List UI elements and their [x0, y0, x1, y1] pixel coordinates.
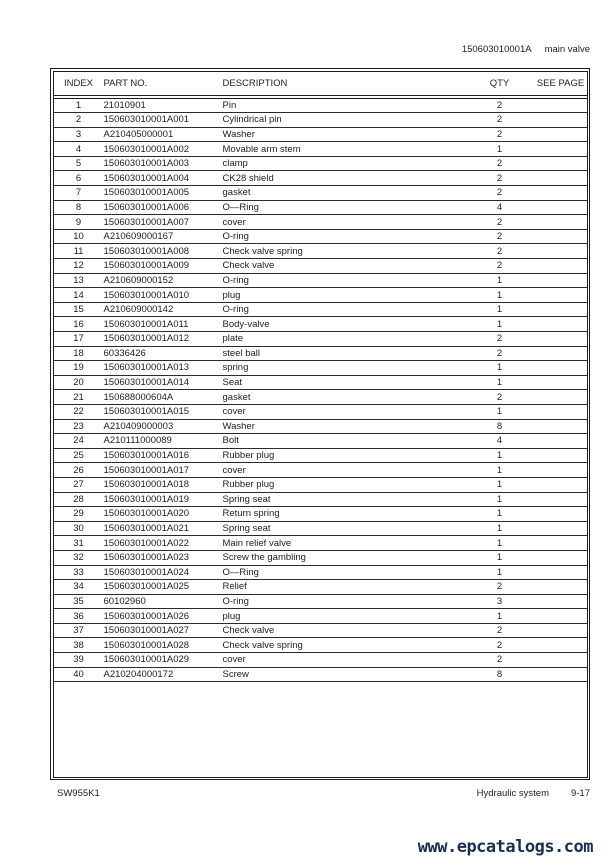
cell-part-no: 150603010001A024 [103, 566, 190, 578]
cell-part-no: 150603010001A022 [103, 537, 190, 549]
cell-part-no: 150603010001A018 [103, 479, 190, 491]
cell-part-no: A210405000001 [103, 128, 174, 140]
table-row [54, 113, 587, 128]
cell-index: 35 [73, 595, 84, 607]
table-row [54, 405, 587, 420]
cell-part-no: 150603010001A010 [103, 289, 190, 301]
footer-model: SW955K1 [57, 788, 100, 799]
cell-part-no: 150603010001A004 [103, 172, 190, 184]
cell-qty: 2 [496, 391, 503, 403]
parts-table [50, 68, 590, 780]
cell-qty: 2 [496, 158, 503, 170]
cell-index: 22 [73, 406, 84, 418]
cell-description: plate [222, 333, 244, 345]
cell-description: Spring seat [222, 523, 271, 535]
table-row [54, 653, 587, 668]
table-row [54, 186, 587, 201]
cell-description: Pin [222, 99, 237, 111]
cell-description: Rubber plug [222, 450, 275, 462]
cell-qty: 1 [496, 523, 503, 535]
cell-index: 40 [73, 668, 84, 680]
cell-part-no: 150603010001A016 [103, 450, 190, 462]
table-row [54, 638, 587, 653]
cell-qty: 1 [496, 406, 503, 418]
table-row [54, 493, 587, 508]
cell-qty: 2 [496, 625, 503, 637]
epcatalogs-watermark: www.epcatalogs.com [417, 837, 593, 857]
doc-code: 150603010001A [461, 44, 532, 55]
cell-index: 25 [73, 450, 84, 462]
cell-description: Seat [222, 377, 243, 389]
cell-qty: 1 [496, 552, 503, 564]
table-row [54, 244, 587, 259]
cell-qty: 1 [496, 537, 503, 549]
cell-qty: 1 [496, 304, 503, 316]
cell-index: 32 [73, 552, 84, 564]
cell-part-no: A210609000167 [103, 231, 174, 243]
cell-qty: 2 [496, 245, 503, 257]
cell-part-no: 150603010001A029 [103, 654, 190, 666]
cell-qty: 1 [496, 289, 503, 301]
cell-description: O-ring [222, 231, 249, 243]
cell-description: Relief [222, 581, 247, 593]
cell-description: O—Ring [222, 566, 259, 578]
table-row [54, 624, 587, 639]
cell-part-no: A210111000089 [103, 435, 172, 447]
table-row [54, 201, 587, 216]
cell-index: 18 [73, 347, 84, 359]
table-row [54, 259, 587, 274]
cell-qty: 1 [496, 464, 503, 476]
column-header-see-page: SEE PAGE [536, 77, 585, 89]
cell-qty: 1 [496, 479, 503, 491]
table-row [54, 99, 587, 114]
cell-description: gasket [222, 391, 251, 403]
cell-description: clamp [222, 158, 248, 170]
cell-qty: 2 [496, 216, 503, 228]
column-header-index: INDEX [63, 77, 94, 89]
cell-part-no: 150603010001A026 [103, 610, 190, 622]
cell-index: 4 [75, 143, 82, 155]
footer-right [477, 788, 590, 799]
cell-qty: 1 [496, 566, 503, 578]
cell-index: 23 [73, 420, 84, 432]
cell-part-no: 150603010001A028 [103, 639, 190, 651]
cell-qty: 4 [496, 435, 503, 447]
cell-description: cover [222, 464, 246, 476]
cell-description: Cylindrical pin [222, 114, 282, 126]
table-row [54, 668, 587, 683]
cell-qty: 1 [496, 450, 503, 462]
cell-qty: 8 [496, 420, 503, 432]
cell-part-no: 21010901 [103, 99, 146, 111]
cell-description: cover [222, 654, 246, 666]
cell-index: 39 [73, 654, 84, 666]
cell-qty: 1 [496, 508, 503, 520]
table-row [54, 171, 587, 186]
cell-part-no: 150603010001A011 [103, 318, 189, 330]
cell-description: Movable arm stem [222, 143, 301, 155]
cell-qty: 2 [496, 639, 503, 651]
cell-index: 13 [73, 274, 84, 286]
table-row [54, 376, 587, 391]
parts-table-inner [53, 71, 588, 778]
cell-description: Rubber plug [222, 479, 275, 491]
table-row [54, 536, 587, 551]
cell-qty: 1 [496, 274, 503, 286]
cell-description: Screw the gambling [222, 552, 306, 564]
cell-qty: 2 [496, 99, 503, 111]
cell-description: Screw [222, 668, 249, 680]
table-row [54, 507, 587, 522]
cell-part-no: A210409000003 [103, 420, 174, 432]
table-row [54, 332, 587, 347]
doc-header [50, 44, 590, 55]
cell-index: 27 [73, 479, 84, 491]
cell-index: 33 [73, 566, 84, 578]
cell-qty: 2 [496, 172, 503, 184]
table-row [54, 449, 587, 464]
table-row [54, 303, 587, 318]
cell-index: 17 [73, 333, 84, 345]
cell-description: Main relief valve [222, 537, 292, 549]
cell-description: Check valve spring [222, 245, 303, 257]
cell-qty: 1 [496, 362, 503, 374]
cell-part-no: 150603010001A013 [103, 362, 190, 374]
cell-part-no: 150688000604A [103, 391, 174, 403]
cell-description: plug [222, 289, 241, 301]
cell-qty: 2 [496, 260, 503, 272]
table-row [54, 215, 587, 230]
cell-index: 9 [75, 216, 82, 228]
table-row [54, 566, 587, 581]
cell-qty: 2 [496, 347, 503, 359]
cell-index: 5 [75, 158, 82, 170]
cell-part-no: 150603010001A003 [103, 158, 190, 170]
cell-description: steel ball [222, 347, 260, 359]
table-row [54, 609, 587, 624]
cell-description: O-ring [222, 274, 249, 286]
table-row [54, 230, 587, 245]
cell-part-no: 60102960 [103, 595, 146, 607]
cell-part-no: 150603010001A009 [103, 260, 190, 272]
cell-part-no: A210204000172 [103, 668, 174, 680]
cell-index: 1 [75, 99, 82, 111]
table-row [54, 463, 587, 478]
cell-description: Washer [222, 128, 255, 140]
cell-index: 34 [73, 581, 84, 593]
cell-qty: 1 [496, 143, 503, 155]
cell-part-no: 150603010001A025 [103, 581, 190, 593]
cell-description: Washer [222, 420, 255, 432]
table-row [54, 274, 587, 289]
cell-description: O-ring [222, 595, 249, 607]
cell-index: 28 [73, 493, 84, 505]
table-body [54, 99, 587, 683]
cell-index: 37 [73, 625, 84, 637]
page-footer [50, 788, 590, 799]
table-row [54, 128, 587, 143]
table-row [54, 420, 587, 435]
cell-index: 19 [73, 362, 84, 374]
cell-description: Check valve spring [222, 639, 303, 651]
cell-part-no: 150603010001A007 [103, 216, 190, 228]
table-row [54, 478, 587, 493]
cell-qty: 2 [496, 114, 503, 126]
cell-part-no: 150603010001A015 [103, 406, 190, 418]
cell-index: 31 [73, 537, 84, 549]
cell-description: Return spring [222, 508, 280, 520]
cell-description: cover [222, 216, 246, 228]
table-row [54, 522, 587, 537]
cell-description: Bolt [222, 435, 239, 447]
table-row [54, 157, 587, 172]
cell-index: 7 [75, 187, 82, 199]
table-row [54, 347, 587, 362]
cell-index: 14 [73, 289, 84, 301]
cell-description: cover [222, 406, 246, 418]
cell-part-no: 150603010001A008 [103, 245, 190, 257]
column-header-description: DESCRIPTION [222, 77, 288, 89]
cell-qty: 1 [496, 610, 503, 622]
table-row [54, 551, 587, 566]
cell-part-no: 150603010001A005 [103, 187, 190, 199]
cell-description: Body-valve [222, 318, 270, 330]
cell-part-no: A210609000152 [103, 274, 174, 286]
table-row [54, 580, 587, 595]
table-row [54, 390, 587, 405]
cell-part-no: 150603010001A020 [103, 508, 190, 520]
cell-description: CK28 shield [222, 172, 274, 184]
cell-description: Check valve [222, 260, 275, 272]
cell-qty: 2 [496, 187, 503, 199]
cell-index: 20 [73, 377, 84, 389]
cell-part-no: 150603010001A023 [103, 552, 190, 564]
cell-index: 11 [73, 245, 84, 257]
cell-qty: 2 [496, 231, 503, 243]
cell-part-no: A210609000142 [103, 304, 174, 316]
cell-description: plug [222, 610, 241, 622]
cell-index: 21 [73, 391, 84, 403]
cell-index: 10 [73, 231, 84, 243]
cell-qty: 2 [496, 128, 503, 140]
cell-part-no: 150603010001A017 [103, 464, 190, 476]
cell-part-no: 60336426 [103, 347, 146, 359]
cell-part-no: 150603010001A014 [103, 377, 190, 389]
table-row [54, 288, 587, 303]
cell-index: 12 [73, 260, 84, 272]
cell-part-no: 150603010001A006 [103, 201, 190, 213]
cell-index: 24 [73, 435, 84, 447]
cell-qty: 1 [496, 493, 503, 505]
cell-part-no: 150603010001A027 [103, 625, 190, 637]
cell-description: O-ring [222, 304, 249, 316]
cell-description: spring [222, 362, 249, 374]
table-header-row [54, 72, 587, 99]
cell-qty: 1 [496, 318, 503, 330]
cell-part-no: 150603010001A012 [103, 333, 190, 345]
cell-qty: 8 [496, 668, 503, 680]
cell-index: 6 [75, 172, 82, 184]
table-row [54, 317, 587, 332]
table-row [54, 142, 587, 157]
table-row [54, 595, 587, 610]
cell-description: O—Ring [222, 201, 259, 213]
cell-qty: 2 [496, 581, 503, 593]
cell-qty: 2 [496, 333, 503, 345]
cell-qty: 2 [496, 654, 503, 666]
column-header-qty: QTY [489, 77, 510, 89]
cell-index: 29 [73, 508, 84, 520]
cell-index: 2 [75, 114, 82, 126]
table-row [54, 361, 587, 376]
cell-index: 36 [73, 610, 84, 622]
cell-qty: 3 [496, 595, 503, 607]
cell-description: Spring seat [222, 493, 271, 505]
cell-description: Check valve [222, 625, 275, 637]
cell-part-no: 150603010001A021 [103, 523, 190, 535]
footer-page-number: 9-17 [570, 788, 590, 799]
cell-index: 8 [75, 201, 82, 213]
cell-qty: 1 [496, 377, 503, 389]
cell-part-no: 150603010001A001 [103, 114, 190, 126]
cell-index: 15 [73, 304, 84, 316]
table-empty-area [54, 682, 587, 776]
cell-part-no: 150603010001A002 [103, 143, 190, 155]
cell-part-no: 150603010001A019 [103, 493, 190, 505]
cell-index: 3 [75, 128, 82, 140]
cell-index: 30 [73, 523, 84, 535]
cell-index: 26 [73, 464, 84, 476]
table-row [54, 434, 587, 449]
cell-index: 38 [73, 639, 84, 651]
doc-title: main valve [544, 44, 590, 55]
cell-qty: 4 [496, 201, 503, 213]
cell-description: gasket [222, 187, 251, 199]
footer-section: Hydraulic system [476, 788, 549, 799]
column-header-part-no: PART NO. [103, 77, 148, 89]
cell-index: 16 [73, 318, 84, 330]
